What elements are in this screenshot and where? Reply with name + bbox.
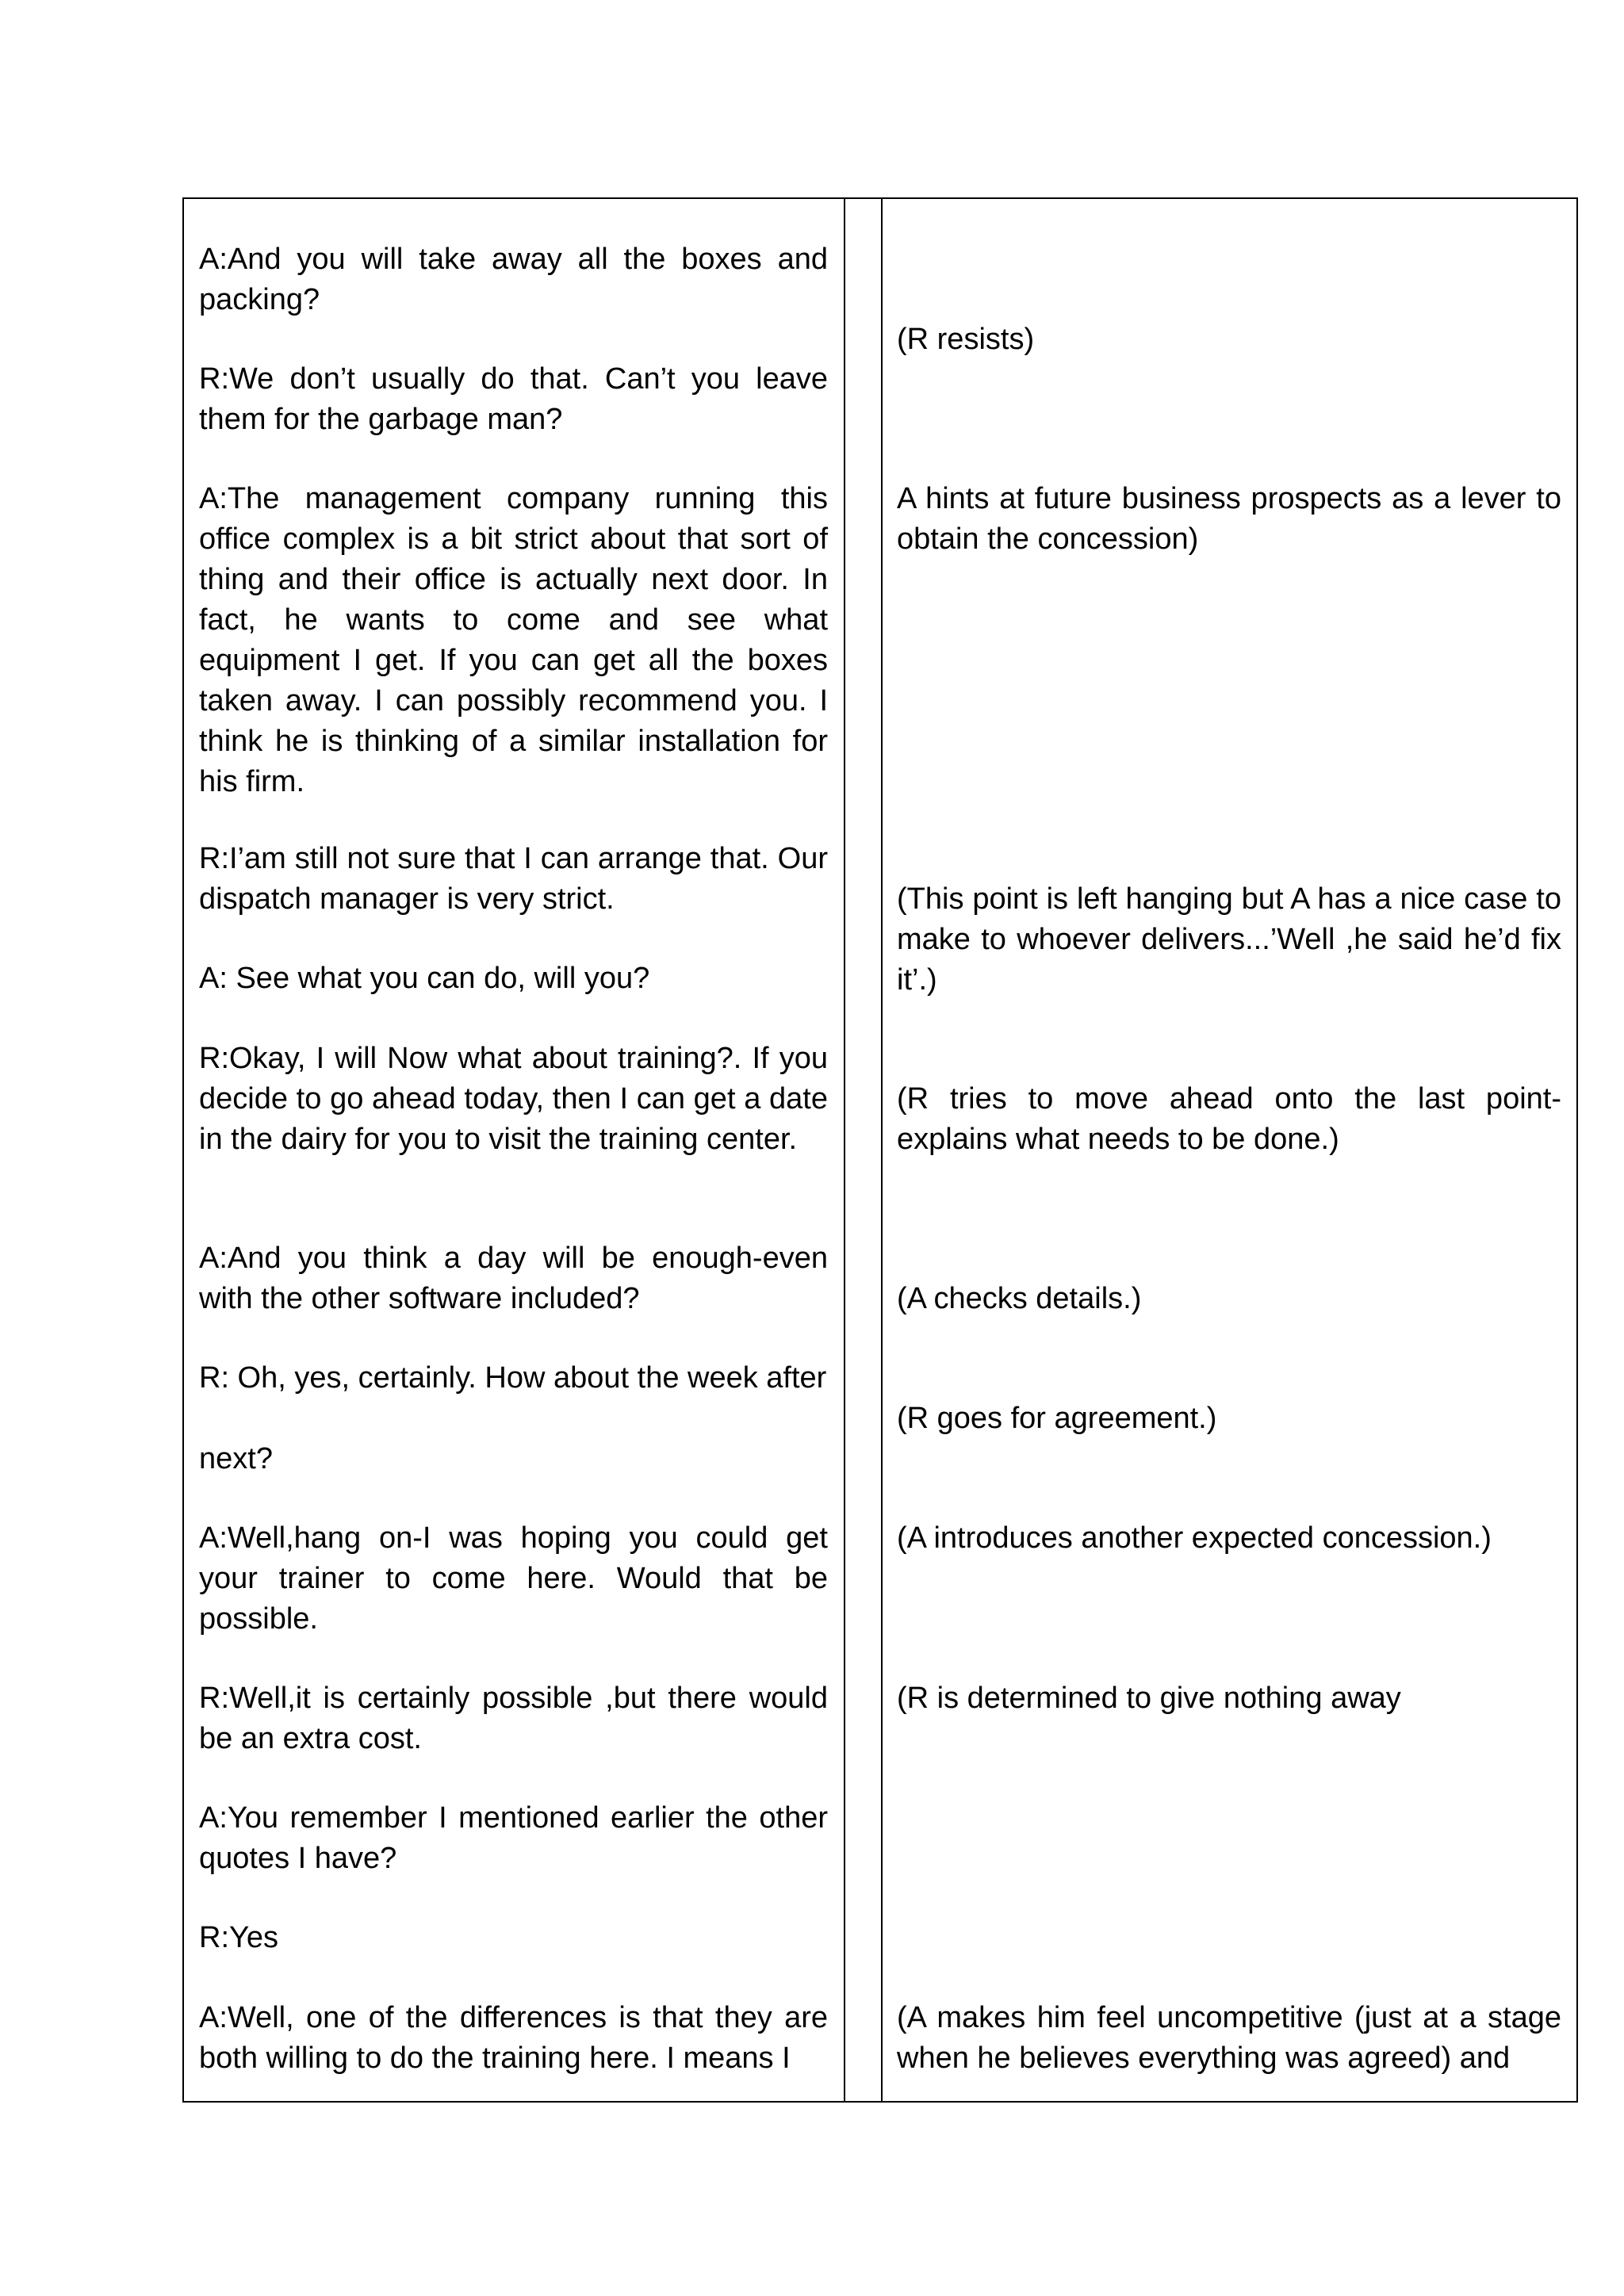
commentary-note: (This point is left hanging but A has a nice case to make to whoever delivers...’Well ,he said he’d fix it’.) [897,882,1561,997]
commentary-column [897,0,1561,2296]
commentary-note: A hints at future business prospects as a lever to obtain the concession) [897,482,1561,556]
dialogue-line: A:You remember I mentioned earlier the other quotes I have? [199,1801,828,1875]
dialogue-line: A:The management company running this office complex is a bit strict about that sort of thing and their office is actually next door. In fact, he wants to come and see what equipment I get. If you can get all the boxes taken away. I can possibly recommend you. I think he is thinking of a similar installation for his firm. [199,482,828,798]
dialogue-line: R: Oh, yes, certainly. How about the week after [199,1361,827,1395]
commentary-note: (A makes him feel uncompetitive (just at a stage when he believes everything was agreed) and [897,2001,1561,2075]
dialogue-line: R:Okay, I will Now what about training?. If you decide to go ahead today, then I can get a date in the dairy for you to visit the training center. [199,1042,828,1156]
dialogue-line: A:And you think a day will be enough-even with the other software included? [199,1242,828,1315]
dialogue-line: R:We don’t usually do that. Can’t you leave them for the garbage man? [199,362,828,436]
commentary-note: (A introduces another expected concession.) [897,1521,1492,1555]
dialogue-line: A:Well,hang on-I was hoping you could get your trainer to come here. Would that be possible. [199,1521,828,1636]
dialogue-line: R:I’am still not sure that I can arrange that. Our dispatch manager is very strict. [199,842,828,916]
dialogue-column [199,0,828,2296]
commentary-note: (R goes for agreement.) [897,1402,1217,1435]
dialogue-line: A:Well, one of the differences is that they are both willing to do the training here. I means I [199,2001,828,2075]
column-divider-right [881,197,883,2103]
dialogue-line: R:Well,it is certainly possible ,but there would be an extra cost. [199,1682,828,1755]
dialogue-line: A: See what you can do, will you? [199,962,650,995]
column-divider-left [844,197,845,2103]
commentary-note: (A checks details.) [897,1282,1142,1315]
dialogue-line: A:And you will take away all the boxes and packing? [199,243,828,316]
dialogue-line: next? [199,1442,273,1475]
dialogue-line: R:Yes [199,1921,278,1954]
commentary-note: (R resists) [897,323,1035,356]
commentary-note: (R is determined to give nothing away [897,1682,1401,1715]
commentary-note: (R tries to move ahead onto the last point-explains what needs to be done.) [897,1082,1561,1156]
